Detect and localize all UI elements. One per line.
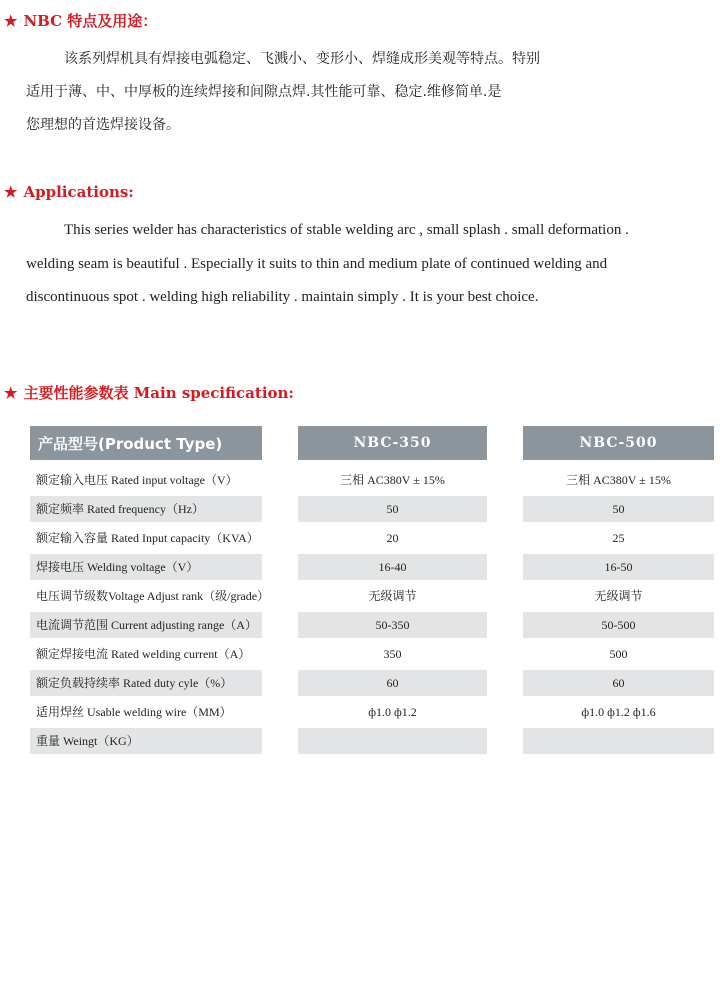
features-paragraph xyxy=(26,43,626,142)
features-line: 该系列焊机具有焊接电弧稳定、飞溅小、变形小、焊缝成形美观等特点。特别 xyxy=(64,51,540,67)
spec-value-nbc-350: 三相 AC380V ± 15% xyxy=(340,473,445,487)
table-row xyxy=(30,525,714,551)
spec-value-nbc-350: 20 xyxy=(386,531,399,545)
spec-label: 焊接电压 Welding voltage（V） xyxy=(30,554,262,580)
spec-label: 额定负载持续率 Rated duty cyle（%） xyxy=(30,670,262,696)
applications-line: welding seam is beautiful . Especially it suits to thin and medium plate of continued welding and xyxy=(26,255,608,272)
table-row xyxy=(30,583,714,609)
spec-label: 额定焊接电流 Rated welding current（A） xyxy=(36,647,251,661)
features-line: 您理想的首选焊接设备。 xyxy=(26,117,180,133)
spec-label: 额定频率 Rated frequency（Hz） xyxy=(30,496,262,522)
specification-heading xyxy=(4,382,294,403)
spec-value-nbc-350 xyxy=(298,728,487,754)
spec-value-nbc-500: 三相 AC380V ± 15% xyxy=(566,473,671,487)
model-header-nbc-350: NBC-350 xyxy=(298,426,487,460)
features-title: NBC 特点及用途： xyxy=(23,12,158,30)
spec-value-nbc-500: 无级调节 xyxy=(594,589,643,603)
spec-value-nbc-500: 50-500 xyxy=(523,612,714,638)
spec-value-nbc-350: 60 xyxy=(298,670,487,696)
spec-label: 电压调节级数Voltage Adjust rank（级/grade） xyxy=(36,589,270,603)
spec-label: 电流调节范围 Current adjusting range（A） xyxy=(30,612,262,638)
spec-value-nbc-500: ф1.0 ф1.2 ф1.6 xyxy=(581,705,656,719)
product-type-header: 产品型号(Product Type) xyxy=(30,426,262,460)
star-icon: ★ xyxy=(4,384,18,402)
spec-label: 重量 Weingt（KG） xyxy=(30,728,262,754)
model-header-nbc-500: NBC-500 xyxy=(523,426,714,460)
spec-label: 适用焊丝 Usable welding wire（MM） xyxy=(36,705,232,719)
spec-value-nbc-350: 50-350 xyxy=(298,612,487,638)
table-row xyxy=(30,670,714,696)
spec-value-nbc-350: 50 xyxy=(298,496,487,522)
features-line: 适用于薄、中、中厚板的连续焊接和间隙点焊.其性能可靠、稳定.维修简单.是 xyxy=(26,84,502,100)
spec-value-nbc-350: 无级调节 xyxy=(368,589,417,603)
table-row xyxy=(30,728,714,754)
spec-value-nbc-350: 16-40 xyxy=(298,554,487,580)
table-row xyxy=(30,641,714,667)
applications-title: Applications: xyxy=(23,183,134,201)
spec-value-nbc-500: 25 xyxy=(612,531,625,545)
spec-value-nbc-350: 350 xyxy=(383,647,402,661)
table-row xyxy=(30,612,714,638)
spec-label: 额定输入电压 Rated input voltage（V） xyxy=(36,473,238,487)
spec-value-nbc-500: 60 xyxy=(523,670,714,696)
spec-label: 额定输入容量 Rated Input capacity（KVA） xyxy=(36,531,259,545)
spec-value-nbc-500: 500 xyxy=(609,647,628,661)
spec-value-nbc-500 xyxy=(523,728,714,754)
applications-line: This series welder has characteristics of stable welding arc , small splash . small deformation . xyxy=(64,222,629,238)
table-row xyxy=(30,554,714,580)
table-row xyxy=(30,496,714,522)
applications-line: discontinuous spot . welding high reliability . maintain simply . It is your best choice. xyxy=(26,289,539,305)
applications-heading xyxy=(4,183,134,201)
star-icon: ★ xyxy=(4,183,18,201)
features-heading xyxy=(4,10,157,31)
applications-paragraph xyxy=(26,214,706,315)
spec-value-nbc-350: ф1.0 ф1.2 xyxy=(368,705,417,719)
specification-title: 主要性能参数表 Main specification: xyxy=(23,384,294,402)
table-row xyxy=(30,467,714,493)
star-icon: ★ xyxy=(4,12,18,30)
spec-value-nbc-500: 50 xyxy=(523,496,714,522)
table-row xyxy=(30,699,714,725)
spec-value-nbc-500: 16-50 xyxy=(523,554,714,580)
